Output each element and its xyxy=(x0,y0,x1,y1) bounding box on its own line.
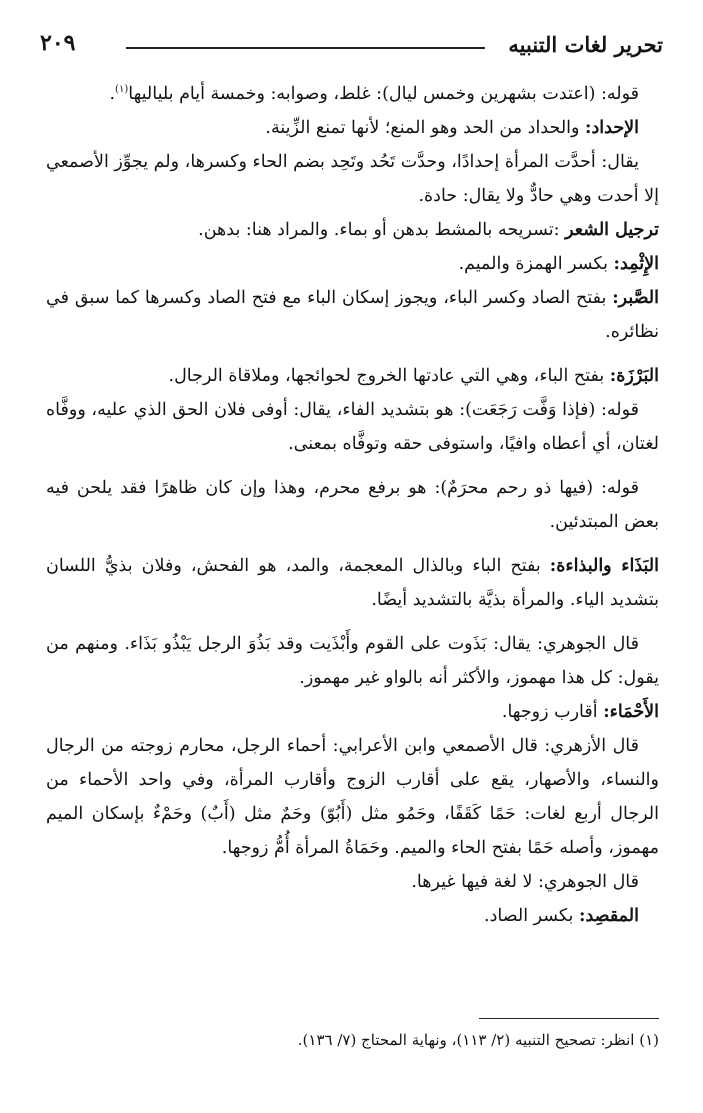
footnote-rule xyxy=(479,1018,659,1019)
paragraph-tarjil xyxy=(46,213,659,247)
paragraph-text: بفتح الصاد وكسر الباء، ويجوز إسكان الباء مع فتح الصاد وكسرها كما سبق في نظائره. xyxy=(46,287,659,342)
paragraph-waffat xyxy=(46,393,659,461)
header-rule xyxy=(126,47,485,49)
footnote-ref: (١) xyxy=(115,84,129,95)
paragraph-sabr xyxy=(46,281,659,349)
paragraph-badha xyxy=(46,549,659,617)
paragraph-end: . xyxy=(109,83,116,104)
term: الإحداد: xyxy=(585,117,639,138)
paragraph-text: قال الجوهري: لا لغة فيها غيرها. xyxy=(411,871,639,892)
paragraph-rahim xyxy=(46,471,659,539)
paragraph-ahma xyxy=(46,695,659,729)
term: البَرْزَة: xyxy=(609,365,659,386)
paragraph-maqsid xyxy=(46,899,659,933)
page-number: ٢٠٩ xyxy=(40,30,76,56)
paragraph-text: بكسر الهمزة والميم. xyxy=(458,253,614,274)
term: البَذَاء والبذاءة: xyxy=(549,555,659,576)
paragraph-azhari xyxy=(46,729,659,865)
paragraph-text: قال الأزهري: قال الأصمعي وابن الأعرابي: أحماء الرجل، محارم زوجته من الرجال والنساء، والأصهار، يقع على أقارب الزوج وأقارب المرأة، وفي واحد الأحماء من الرجال أربع لغات: حَمًا كَقَفًا، وحَمُو مثل (أَبُوّ) وحَمٌ مثل (أَبٌ) وحَمْءٌ بإسكان الميم مهموز، وأصله حَمًا بفتح الحاء والميم. وحَمَاةُ المرأة أُمُّ زوجها. xyxy=(46,735,659,858)
term: الإِثْمِد: xyxy=(613,253,659,274)
paragraph-ahaddat xyxy=(46,145,659,213)
paragraph-text: أقارب زوجها. xyxy=(501,701,604,722)
term: الصَّبر: xyxy=(612,287,659,308)
body-text xyxy=(46,73,659,933)
paragraph-ithmid xyxy=(46,247,659,281)
paragraph-text: بكسر الصاد. xyxy=(484,905,579,926)
paragraph-text: والحداد من الحد وهو المنع؛ لأنها تمنع الزِّينة. xyxy=(265,117,586,138)
paragraph-barza xyxy=(46,359,659,393)
term: الأَحْمَاء: xyxy=(603,701,659,722)
paragraph-jawhari-badha xyxy=(46,627,659,695)
paragraph-text: قوله: (فيها ذو رحم محرَمٌ): هو برفع محرم، وهذا وإن كان ظاهرًا فقد يلحن فيه بعض المبتدئين. xyxy=(46,477,659,532)
paragraph-iddat xyxy=(46,73,659,111)
paragraph-text: قال الجوهري: يقال: بَذَوت على القوم وأَبْذَيت وقد بَذُوَ الرجل يَبْذُو بَذَاء. ومنهم من يقول: كل هذا مهموز، والأكثر أنه بالواو غير مهموز. xyxy=(46,633,659,688)
running-title: تحرير لغات التنبيه xyxy=(508,32,663,57)
term: ترجيل الشعر xyxy=(565,219,659,240)
paragraph-text: قوله: (فإذا وَفَّت رَجَعَت): هو بتشديد الفاء، يقال: أوفى فلان الحق الذي عليه، ووفَّاه لغتان، أي أعطاه وافيًا، واستوفى حقه وتوفَّاه بمعنى. xyxy=(46,399,659,454)
paragraph-text: قوله: (اعتدت بشهرين وخمس ليال): غلط، وصوابه: وخمسة أيام بلياليها xyxy=(128,83,639,104)
term: المقصِد: xyxy=(579,905,639,926)
paragraph-text: يقال: أحدَّت المرأة إحدادًا، وحدَّت تَحُد وتَحِد بضم الحاء وكسرها، ولم يجوِّز الأصمعي إلا أحدت وهي حادٌّ ولا يقال: حادة. xyxy=(46,151,659,206)
footnote: (١) انظر: تصحيح التنبيه (٢/ ١١٣)، ونهاية المحتاج (٧/ ١٣٦). xyxy=(297,1031,659,1049)
paragraph-text: بفتح الباء وبالذال المعجمة، والمد، هو الفحش، وفلان بذيُّ اللسان بتشديد الياء. والمرأة بذيَّة بالتشديد أيضًا. xyxy=(46,555,659,610)
page-header xyxy=(40,30,663,66)
paragraph-jawhari-lugha xyxy=(46,865,659,899)
paragraph-text: :تسريحه بالمشط بدهن أو بماء. والمراد هنا: بدهن. xyxy=(198,219,566,240)
paragraph-ihdad xyxy=(46,111,659,145)
paragraph-text: بفتح الباء، وهي التي عادتها الخروج لحوائجها، وملاقاة الرجال. xyxy=(168,365,610,386)
